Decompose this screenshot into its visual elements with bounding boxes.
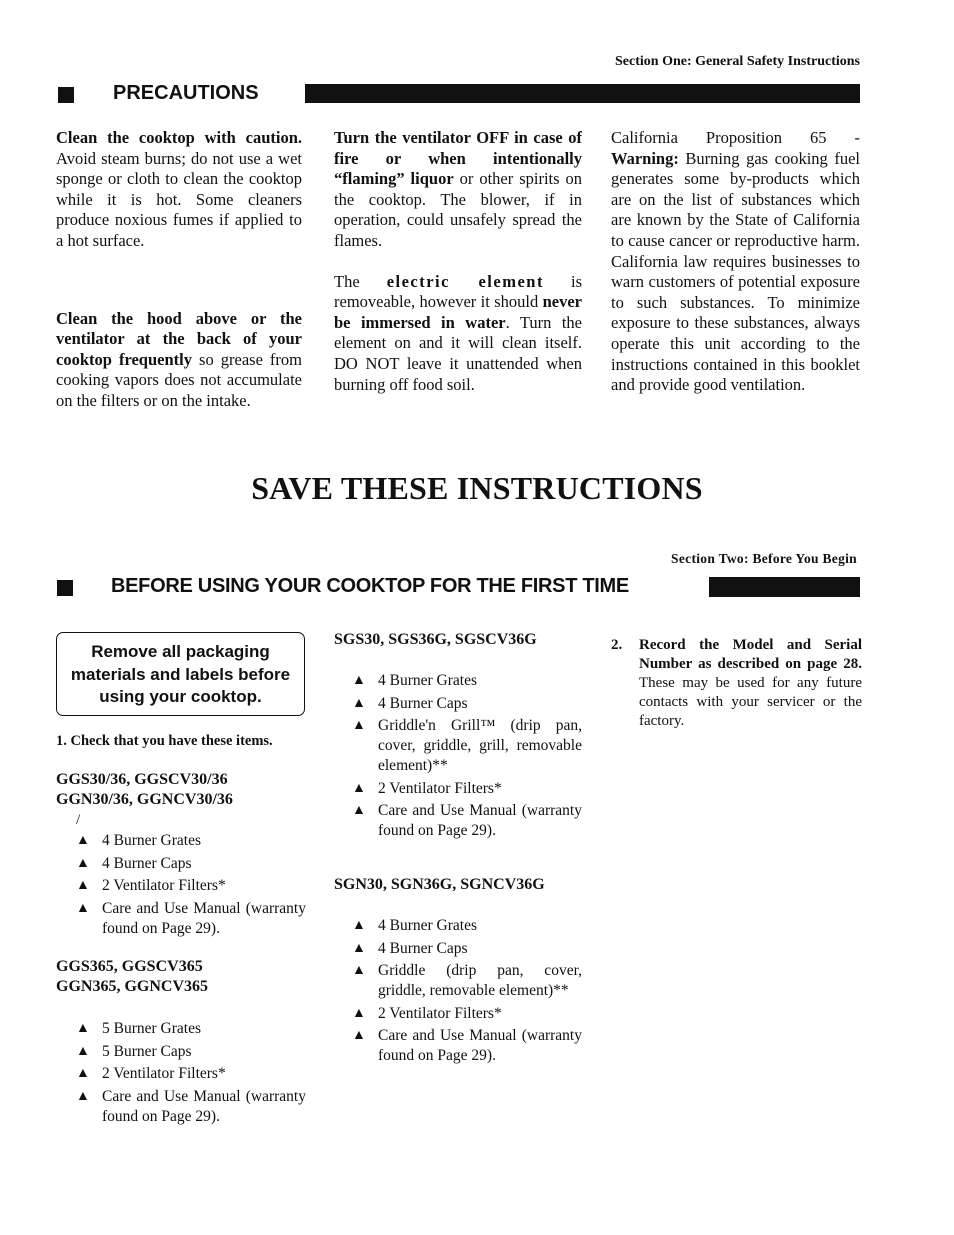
- item-list: [334, 671, 582, 841]
- model-names: GGN365, GGNCV365: [56, 978, 208, 995]
- checklist-item-label: 2 Ventilator Filters*: [102, 877, 226, 894]
- checklist-item: [352, 779, 582, 799]
- checklist-item-label: 5 Burner Grates: [102, 1020, 201, 1037]
- checklist-item-label: Care and Use Manual (warranty found on Page 29).: [102, 899, 306, 937]
- triangle-bullet-icon: ▲: [352, 1028, 366, 1043]
- checklist-item: [352, 671, 582, 691]
- square-marker-icon: [58, 87, 74, 103]
- checklist-item: [352, 801, 582, 841]
- prop65-paragraph: California Proposition 65 - Warning: Burning gas cooking fuel generates some by-products which are on the list of substances which are known by the State of California to cause cancer or reproductive harm. California law requires businesses to warn customers of potential exposure to such substances. To minimize exposure to these substances, always operate this unit according to the instructions contained in this booklet and provide good ventilation.: [611, 128, 860, 395]
- heading-rule: [709, 577, 860, 597]
- triangle-bullet-icon: ▲: [352, 940, 366, 956]
- checklist-item: [76, 1087, 306, 1127]
- model-names: SGS30, SGS36G, SGSCV36G: [334, 631, 537, 648]
- checklist-item-label: Care and Use Manual (warranty found on Page 29).: [102, 1087, 306, 1125]
- checklist-item-label: 5 Burner Caps: [102, 1042, 192, 1060]
- checklist-item-label: 4 Burner Caps: [378, 694, 468, 712]
- before-using-heading: BEFORE USING YOUR COOKTOP FOR THE FIRST TIME: [111, 575, 629, 597]
- item-list: [56, 831, 306, 939]
- checklist-item: [76, 1019, 306, 1039]
- model-names: SGN30, SGN36G, SGNCV36G: [334, 876, 545, 893]
- checklist-item: [76, 1064, 306, 1084]
- checklist-item-label: Griddle (drip pan, cover, griddle, removable element)**: [378, 962, 582, 999]
- item-list: [334, 916, 582, 1066]
- model-names: GGN30/36, GGNCV30/36: [56, 791, 233, 808]
- checklist-item: [76, 876, 306, 896]
- square-marker-icon: [57, 580, 73, 596]
- checklist-item-label: 4 Burner Grates: [378, 672, 477, 689]
- checklist-item: [76, 854, 306, 874]
- checklist-item: [352, 716, 582, 776]
- slash-mark: /: [76, 812, 81, 828]
- triangle-bullet-icon: ▲: [352, 695, 366, 711]
- checklist-item: [352, 694, 582, 714]
- checklist-item: [76, 831, 306, 851]
- triangle-bullet-icon: ▲: [352, 963, 366, 978]
- precautions-column-3: [611, 128, 860, 396]
- triangle-bullet-icon: ▲: [352, 803, 366, 818]
- heading-rule: [305, 84, 860, 103]
- cooktop-caution-paragraph: Clean the cooktop with caution. Avoid steam burns; do not use a wet sponge or cloth to clean the cooktop while it is hot. Some cleaners produce noxious fumes if applied to a hot surface.: [56, 128, 302, 250]
- checklist-item-label: 2 Ventilator Filters*: [378, 1004, 502, 1022]
- triangle-bullet-icon: ▲: [76, 1021, 90, 1036]
- checklist-item-label: 4 Burner Caps: [378, 939, 468, 957]
- checklist-item-label: Griddle'n Grill™ (drip pan, cover, griddle, grill, removable element)**: [378, 717, 582, 774]
- checklist-item: [352, 1004, 582, 1024]
- step-1-text: 1. Check that you have these items.: [56, 733, 273, 749]
- step-2: [611, 636, 862, 731]
- triangle-bullet-icon: ▲: [76, 1066, 90, 1081]
- section-one-label: Section One: General Safety Instructions: [615, 54, 860, 69]
- triangle-bullet-icon: ▲: [352, 673, 366, 688]
- triangle-bullet-icon: ▲: [352, 780, 366, 796]
- triangle-bullet-icon: ▲: [76, 900, 90, 916]
- triangle-bullet-icon: ▲: [352, 718, 366, 733]
- triangle-bullet-icon: ▲: [76, 878, 90, 893]
- precautions-column-2: [334, 128, 582, 395]
- step-2-number: 2.: [611, 637, 623, 653]
- packaging-notice-text: Remove all packaging materials and labels before using your cooktop.: [70, 642, 291, 706]
- checklist-item-label: 4 Burner Grates: [378, 917, 477, 934]
- checklist-item: [352, 1026, 582, 1066]
- triangle-bullet-icon: ▲: [76, 855, 90, 871]
- item-list: [56, 1019, 306, 1127]
- model-names: GGS365, GGSCV365: [56, 958, 203, 975]
- checklist-item: [352, 916, 582, 936]
- checklist-item-label: Care and Use Manual (warranty found on Page 29).: [378, 1027, 582, 1064]
- model-group-3: [334, 630, 582, 844]
- triangle-bullet-icon: ▲: [76, 1043, 90, 1059]
- ventilator-off-paragraph: Turn the ventilator OFF in case of fire or when intentionally “flaming” liquor or other spirits on the cooktop. The blower, if in operation, could unsafely spread the flames.: [334, 128, 582, 250]
- model-names: GGS30/36, GGSCV30/36: [56, 771, 228, 788]
- precautions-heading: PRECAUTIONS: [113, 82, 259, 104]
- triangle-bullet-icon: ▲: [352, 1005, 366, 1021]
- precautions-column-1: [56, 128, 302, 412]
- packaging-notice-box: [56, 632, 305, 716]
- checklist-item-label: Care and Use Manual (warranty found on Page 29).: [378, 802, 582, 839]
- checklist-item-label: 2 Ventilator Filters*: [378, 779, 502, 797]
- checklist-item-label: 4 Burner Caps: [102, 854, 192, 872]
- save-instructions-title: SAVE THESE INSTRUCTIONS: [251, 470, 703, 506]
- checklist-item-label: 4 Burner Grates: [102, 832, 201, 849]
- hood-cleaning-paragraph: Clean the hood above or the ventilator at the back of your cooktop frequently so grease from cooking vapors does not accumulate on the filters or on the intake.: [56, 308, 303, 410]
- triangle-bullet-icon: ▲: [352, 918, 366, 933]
- triangle-bullet-icon: ▲: [76, 833, 90, 848]
- step-2-text: Record the Model and Serial Number as described on page 28. These may be used for any future contacts with your servicer or the factory.: [639, 637, 862, 729]
- section-two-label: Section Two: Before You Begin: [671, 551, 857, 566]
- model-group-1: [56, 770, 306, 941]
- checklist-item: [352, 939, 582, 959]
- checklist-item: [352, 961, 582, 1001]
- checklist-item-label: 2 Ventilator Filters*: [102, 1065, 226, 1082]
- electric-element-paragraph: The electric element is removeable, however it should never be immersed in water. Turn the element on and it will clean itself. DO NOT leave it unattended when burning off food soil.: [334, 271, 583, 394]
- triangle-bullet-icon: ▲: [76, 1088, 90, 1104]
- checklist-item: [76, 899, 306, 939]
- checklist-item: [76, 1042, 306, 1062]
- model-group-4: [334, 875, 582, 1069]
- model-group-2: [56, 957, 306, 1129]
